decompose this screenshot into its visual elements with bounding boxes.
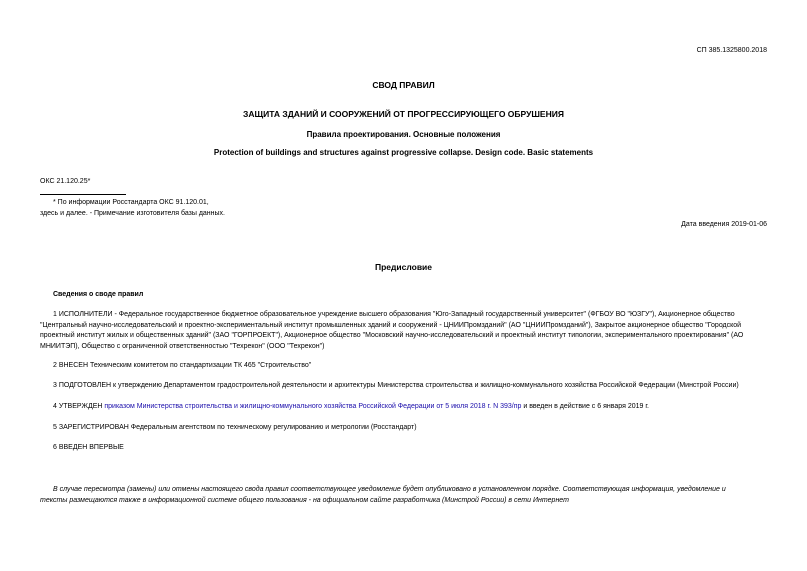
approved-suffix: и введен в действие с 6 января 2019 г. <box>521 403 649 410</box>
approval-order-link[interactable]: приказом Министерства строительства и жилищно-коммунального хозяйства Российской Федерации от 5 июля 2018 г. N 393/пр <box>104 403 522 410</box>
paragraph-line: МНИИТЭП), Общество с ограниченной ответственностью "Техрекон" (ООО "Техрекон") <box>40 342 325 350</box>
paragraph-line: В случае пересмотра (замены) или отмены настоящего свода правил соответствующее уведомление будет опубликовано в установленном порядке. Соответствующая информация, уведомление и <box>53 486 726 493</box>
document-code: СП 385.1325800.2018 <box>696 47 767 54</box>
document-subtitle: Правила проектирования. Основные положения <box>306 130 501 139</box>
paragraph-submitted: 2 ВНЕСЕН Техническим комитетом по стандартизации ТК 465 "Строительство" <box>53 362 312 369</box>
preface-subheading: Сведения о своде правил <box>53 291 144 298</box>
footnote-divider <box>40 194 126 195</box>
paragraph-approved <box>53 403 649 410</box>
oks-code: ОКС 21.120.25* <box>40 178 91 185</box>
approved-prefix: 4 УТВЕРЖДЕН <box>53 403 105 410</box>
paragraph-registered: 5 ЗАРЕГИСТРИРОВАН Федеральным агентством по техническому регулированию и метрологии (Росстандарт) <box>53 424 417 431</box>
document-name-title: ЗАЩИТА ЗДАНИЙ И СООРУЖЕНИЙ ОТ ПРОГРЕССИРУЮЩЕГО ОБРУШЕНИЯ <box>243 109 564 119</box>
preface-heading: Предисловие <box>374 262 433 272</box>
document-type-title: СВОД ПРАВИЛ <box>372 80 435 90</box>
paragraph-revision-notice <box>40 485 777 506</box>
paragraph-prepared: 3 ПОДГОТОВЛЕН к утверждению Департаментом градостроительной деятельности и архитектуры Министерства строительства и жилищно-коммунального хозяйства Российской Федерации (Минстрой России) <box>53 382 739 389</box>
paragraph-line: 1 ИСПОЛНИТЕЛИ - Федеральное государственное бюджетное образовательное учреждение высшего образования "Юго-Западный государственный университет" (ФГБОУ ВО "ЮЗГУ"), Акционерное общество <box>53 311 735 318</box>
paragraph-first-introduced: 6 ВВЕДЕН ВПЕРВЫЕ <box>53 444 124 451</box>
english-title: Protection of buildings and structures against progressive collapse. Design code. Basic statements <box>213 148 594 157</box>
footnote-line-2: здесь и далее. - Примечание изготовителя базы данных. <box>40 210 226 217</box>
paragraph-line: проектный институт жилых и общественных зданий" (ЗАО "ГОРПРОЕКТ"), Акционерное общество "Московский научно-исследовательский и проектный институт типологии, экспериментального проектирования" (АО <box>40 332 744 339</box>
paragraph-line: тексты размещаются также в информационной системе общего пользования - на официальном сайте разработчика (Минстрой России) в сети Интернет <box>40 496 569 504</box>
paragraph-executors <box>40 310 777 352</box>
introduction-date: Дата введения 2019-01-06 <box>681 221 767 228</box>
paragraph-line: "Центральный научно-исследовательский и проектно-экспериментальный институт промышленных зданий и сооружений - ЦНИИПромзданий" (АО "ЦНИИПромзданий"), Закрытое акционерное общество "Городской <box>40 321 742 329</box>
footnote-line-1: * По информации Росстандарта ОКС 91.120.01, <box>53 199 209 206</box>
